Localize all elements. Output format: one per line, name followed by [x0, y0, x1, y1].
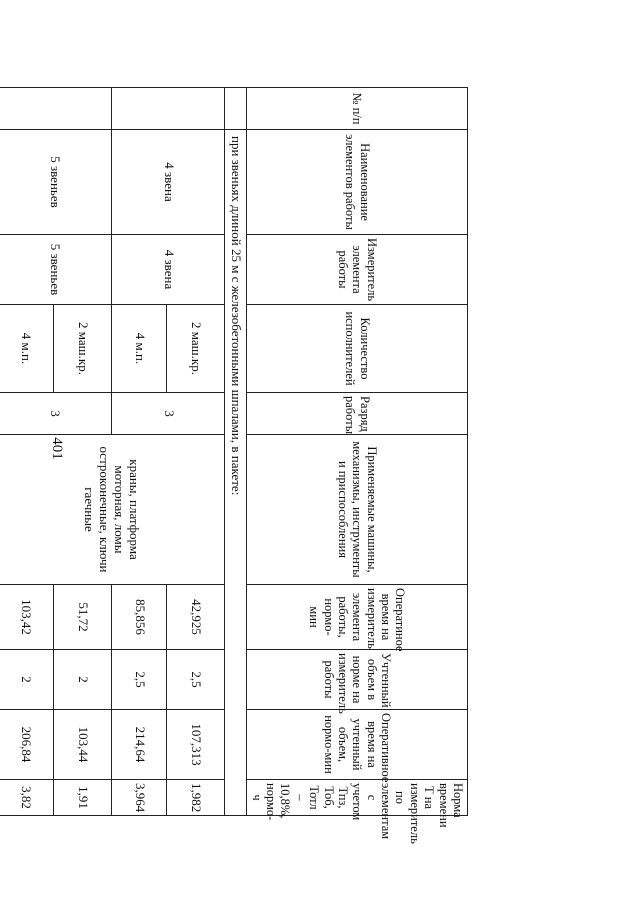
header-performers: Количество исполнителей — [247, 305, 468, 393]
op-time-vol-cell: 206,84 — [0, 710, 54, 780]
vol-norm-cell: 2 — [54, 650, 112, 710]
section-title: при звеньях длиной 25 м с железобетонными шпалами, в пакете: — [225, 130, 247, 816]
grade-cell: 3 — [112, 393, 225, 435]
header-norm-time: Норма времени Т на измеритель по элементам с учетом Тпз, Тоб, Тотл – 10,8%, нормо-ч — [247, 780, 468, 816]
group-meter: 4 звена — [112, 235, 225, 305]
norm-time-cell: 3,82 — [0, 780, 54, 816]
machines-cell: краны, платформа моторная, ломы остроконечные, ключи гаечные — [0, 435, 225, 585]
section-num-cell — [225, 88, 247, 130]
op-time-elem-cell: 42,925 — [167, 585, 225, 650]
header-grade: Разряд работы — [247, 393, 468, 435]
header-meter: Измеритель элемента работы — [247, 235, 468, 305]
performers-cell: 2 маш.кр. — [54, 305, 112, 393]
header-num: № п/п — [247, 88, 468, 130]
performers-cell: 4 м.п. — [0, 305, 54, 393]
op-time-elem-cell: 103,42 — [0, 585, 54, 650]
norm-table — [0, 87, 468, 844]
group-name: 5 звеньев — [0, 130, 112, 235]
header-op-time-elem: Оператиное время на измеритель элемента работы, нормо-мин — [247, 585, 468, 650]
norm-time-cell: 1,982 — [167, 780, 225, 816]
op-time-elem-cell: 51,72 — [54, 585, 112, 650]
row-num-cell — [112, 88, 225, 130]
page-number: 401 — [48, 437, 65, 460]
op-time-vol-cell: 103,44 — [54, 710, 112, 780]
header-vol-norm: Учтенный объем в норме на измеритель работы — [247, 650, 468, 710]
header-op-time-vol: Оперативное время на учтенный объем, нормо-мин — [247, 710, 468, 780]
section-row — [225, 88, 247, 816]
header-row — [247, 88, 468, 816]
norm-time-cell: 3,964 — [112, 780, 167, 816]
vol-norm-cell: 2 — [0, 650, 54, 710]
table-row — [167, 88, 225, 816]
op-time-vol-cell: 214,64 — [112, 710, 167, 780]
vol-norm-cell: 2,5 — [167, 650, 225, 710]
vol-norm-cell: 2,5 — [112, 650, 167, 710]
row-num-cell — [0, 88, 112, 130]
norm-time-cell: 1,91 — [54, 780, 112, 816]
performers-cell: 2 маш.кр. — [167, 305, 225, 393]
grade-cell: 3 — [0, 393, 112, 435]
header-machines: Применяемые машины, механизмы, инструменты и приспособления — [247, 435, 468, 585]
performers-cell: 4 м.п. — [112, 305, 167, 393]
header-name: Наименование элементов работы — [247, 130, 468, 235]
op-time-elem-cell: 85,856 — [112, 585, 167, 650]
group-name: 4 звена — [112, 130, 225, 235]
op-time-vol-cell: 107,313 — [167, 710, 225, 780]
group-meter: 5 звеньев — [0, 235, 112, 305]
